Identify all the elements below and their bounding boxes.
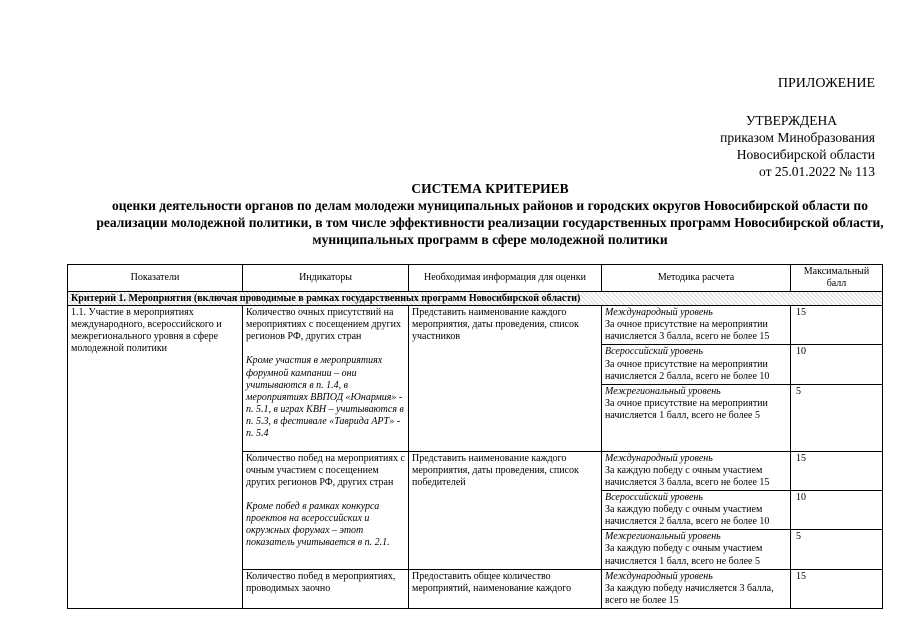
block-1-note: Кроме участия в мероприятиях форумной кампании – они учитываются в п. 1.4, в мероприятиях ВВПОД «Юнармия» - п. 5.1, в играх КВН – учитываются в п. 5.3, в фестивале «Таврида АРТ» - п. 5.4 <box>246 355 404 440</box>
method-text: За каждую победу с очным участием начисляется 2 балла, всего не более 10 <box>605 504 770 528</box>
block-2-info: Представить наименование каждого мероприятия, даты проведения, список победителей <box>409 451 602 569</box>
block-1-score-2: 10 <box>791 345 883 384</box>
method-text: За очное присутствие на мероприятии начисляется 1 балл, всего не более 5 <box>605 397 768 421</box>
criterion-row <box>68 292 883 306</box>
header-method-col: Методика расчета <box>602 265 791 292</box>
block-1-method-1 <box>602 306 791 345</box>
block-2-indicator-text: Количество побед на мероприятиях с очным участием с посещением других регионов РФ, других стран <box>246 452 405 488</box>
indicator-1-1: 1.1. Участие в мероприятиях международного, всероссийского и межрегионального уровня в сфере молодежной политики <box>68 306 243 609</box>
table-row <box>68 306 883 345</box>
method-level: Международный уровень <box>605 307 713 319</box>
block-2-method-1 <box>602 451 791 490</box>
method-level: Международный уровень <box>605 570 713 582</box>
method-text: За очное присутствие на мероприятии начисляется 2 балла, всего не более 10 <box>605 358 770 382</box>
block-2-indicator <box>243 451 409 569</box>
block-1-indicator-text: Количество очных присутствий на мероприятиях с посещением других регионов РФ, других стран <box>246 307 401 343</box>
block-1-method-2 <box>602 345 791 384</box>
block-2-method-3 <box>602 530 791 569</box>
method-text: За очное присутствие на мероприятии начисляется 3 балла, всего не более 15 <box>605 319 770 343</box>
criteria-table <box>67 264 883 609</box>
header-max-score-col: Максимальный балл <box>791 265 883 292</box>
block-2-score-3: 5 <box>791 530 883 569</box>
approved-label: УТВЕРЖДЕНА <box>745 113 837 128</box>
block-2-method-2 <box>602 491 791 530</box>
method-level: Международный уровень <box>605 452 713 464</box>
title-main: СИСТЕМА КРИТЕРИЕВ <box>411 181 569 196</box>
block-3-score-1: 15 <box>791 569 883 608</box>
approved-by-line-2: Новосибирской области <box>736 147 875 162</box>
block-1-score-1: 15 <box>791 306 883 345</box>
block-1-method-3 <box>602 384 791 451</box>
method-text: За каждую победу начисляется 3 балла, всего не более 15 <box>605 582 774 606</box>
block-2-score-2: 10 <box>791 491 883 530</box>
title-subtitle: оценки деятельности органов по делам молодежи муниципальных районов и городских округов Новосибирской области по реализации молодежной политики, в том числе эффективности реализации государственных программ Новосибирской области, муниципальных программ в сфере молодежной политики <box>96 198 884 247</box>
approved-by-line-1: приказом Минобразования <box>720 130 875 145</box>
block-1-score-3: 5 <box>791 384 883 451</box>
document-title <box>60 180 905 248</box>
criterion-1-title: Критерий 1. Мероприятия (включая проводимые в рамках государственных программ Новосибирской области) <box>68 292 883 306</box>
block-3-method-1 <box>602 569 791 608</box>
method-level: Всероссийский уровень <box>605 492 703 504</box>
header-info-col: Необходимая информация для оценки <box>409 265 602 292</box>
header-metrics-col: Индикаторы <box>243 265 409 292</box>
method-level: Межрегиональный уровень <box>605 531 721 543</box>
annex-label: ПРИЛОЖЕНИЕ <box>777 76 875 91</box>
approved-date: от 25.01.2022 № 113 <box>759 164 875 179</box>
method-text: За каждую победу с очным участием начисляется 3 балла, всего не более 15 <box>605 464 770 488</box>
header-indicators-col: Показатели <box>68 265 243 292</box>
method-text: За каждую победу с очным участием начисляется 1 балл, всего не более 5 <box>605 543 763 567</box>
block-3-info: Предоставить общее количество мероприятий, наименование каждого <box>409 569 602 608</box>
block-2-score-1: 15 <box>791 451 883 490</box>
block-3-indicator: Количество побед в мероприятиях, проводимых заочно <box>243 569 409 608</box>
method-level: Всероссийский уровень <box>605 346 703 358</box>
table-header-row <box>68 265 883 292</box>
block-1-info: Представить наименование каждого мероприятия, даты проведения, список участников <box>409 306 602 452</box>
block-2-note: Кроме побед в рамках конкурса проектов на всероссийских и окружных форумах – этот показатель учитывается в п. 2.1. <box>246 501 390 549</box>
block-1-indicator <box>243 306 409 452</box>
method-level: Межрегиональный уровень <box>605 385 721 397</box>
approval-stamp <box>720 112 875 180</box>
